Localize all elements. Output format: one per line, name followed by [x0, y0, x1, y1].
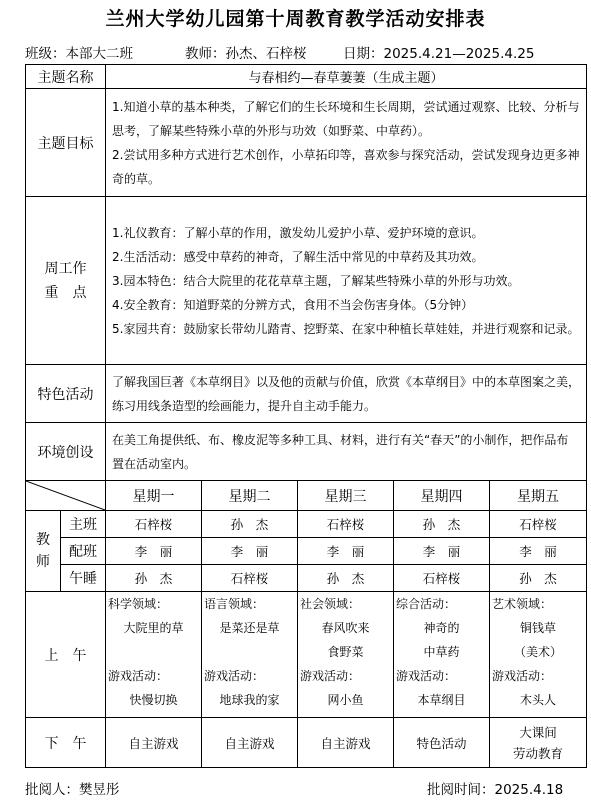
- special-label: 特色活动: [26, 365, 106, 423]
- teacher-name: 李 丽: [394, 538, 490, 565]
- teacher-name: 李 丽: [298, 538, 394, 565]
- teachers-label: [26, 511, 61, 592]
- day-header: 星期二: [202, 481, 298, 511]
- day-header: 星期五: [490, 481, 587, 511]
- teacher-name: 石梓桜: [490, 511, 587, 538]
- game-label: 游戏活动：: [204, 669, 265, 683]
- role-label: 配班: [61, 538, 106, 565]
- morning-cell: [106, 592, 202, 718]
- goal-item: 1.知道小草的基本种类，了解它们的生长环境和生长周期，尝试通过观察、比较、分析与思考，了解某些特殊小草的外形与功效（如野菜、中草药）。: [112, 99, 580, 138]
- afternoon-cell: 特色活动: [394, 718, 490, 768]
- teacher-name: 石梓桜: [106, 511, 202, 538]
- area-label: 科学领域：: [108, 597, 169, 611]
- teacher-name: 孙 杰: [202, 511, 298, 538]
- game-label: 游戏活动：: [396, 669, 457, 683]
- afternoon-activity: 劳动教育: [512, 745, 563, 761]
- weekly-item: 4.安全教育：知道野菜的分辨方式，食用不当会伤害身体。（5分钟）: [112, 297, 474, 312]
- goal-item: 2.尝试用多种方式进行艺术创作，小草拓印等，喜欢参与探究活动，尝试发现身边更多神奇的草。: [112, 147, 580, 186]
- teacher-name: 李 丽: [202, 538, 298, 565]
- role-label: 午睡: [61, 565, 106, 592]
- day-header: 星期三: [298, 481, 394, 511]
- weekly-item: 3.园本特色：结合大院里的花花草草主题，了解某些特殊小草的外形与功效。: [112, 273, 520, 288]
- activity-topic: [202, 640, 297, 664]
- class-info: 班级：本部大二班: [25, 46, 133, 62]
- theme-label: 主题名称: [26, 65, 106, 89]
- date-info: 日期：2025.4.21—2025.4.25: [343, 46, 535, 62]
- morning-label: 上 午: [26, 592, 106, 718]
- activity-topic: 神奇的: [423, 621, 460, 635]
- teacher-name: 孙 杰: [298, 565, 394, 592]
- area-label: 综合活动：: [396, 597, 457, 611]
- diagonal-header-cell: [26, 481, 106, 511]
- morning-cell: [202, 592, 298, 718]
- activity-topic: 食野菜: [327, 645, 364, 659]
- weekly-label-line1: 周工作: [44, 260, 87, 277]
- theme-value: 与春相约—春草萋萋（生成主题）: [106, 65, 587, 89]
- diagonal-line: [26, 481, 105, 510]
- game-name: 快慢切换: [129, 693, 178, 707]
- activity-topic: 大院里的草: [123, 621, 184, 635]
- morning-cell: [490, 592, 587, 718]
- info-row: [25, 42, 585, 60]
- role-label: 主班: [61, 511, 106, 538]
- game-name: 本草纲目: [417, 693, 466, 707]
- activity-topic: （美术）: [513, 645, 562, 659]
- teacher-info: 教师：孙杰、石梓桜: [185, 46, 307, 62]
- afternoon-cell: 自主游戏: [298, 718, 394, 768]
- game-name: 木头人: [519, 693, 556, 707]
- weekly-label: [26, 197, 106, 365]
- activity-topic: [106, 640, 201, 664]
- afternoon-cell: [490, 718, 587, 768]
- activity-topic: 铜钱草: [519, 621, 556, 635]
- schedule-table: [25, 64, 587, 768]
- reviewer: 批阅人：樊昱彤: [25, 782, 120, 798]
- goals-cell: [106, 89, 587, 197]
- afternoon-cell: 自主游戏: [202, 718, 298, 768]
- environment-label: 环境创设: [26, 423, 106, 481]
- afternoon-label: 下 午: [26, 718, 106, 768]
- environment-text: 在美工角提供纸、布、橡皮泥等多种工具、材料，进行有关“春天”的小制作，把作品布置在活动室内。: [106, 423, 587, 481]
- game-label: 游戏活动：: [492, 669, 553, 683]
- teacher-name: 石梓桜: [202, 565, 298, 592]
- teacher-name: 李 丽: [490, 538, 587, 565]
- morning-cell: [298, 592, 394, 718]
- page-title: 兰州大学幼儿园第十周教育教学活动安排表: [105, 8, 486, 30]
- day-header: 星期四: [394, 481, 490, 511]
- game-label: 游戏活动：: [108, 669, 169, 683]
- teachers-label-line2: 师: [36, 554, 50, 570]
- teacher-name: 李 丽: [106, 538, 202, 565]
- weekly-item: 5.家园共育：鼓励家长带幼儿踏青、挖野菜、在家中种植长草娃娃，并进行观察和记录。: [112, 321, 580, 336]
- area-label: 语言领域：: [204, 597, 265, 611]
- activity-topic: 是菜还是草: [219, 621, 280, 635]
- game-name: 地球我的家: [219, 693, 280, 707]
- afternoon-activity: 大课间: [519, 724, 557, 740]
- teacher-name: 孙 杰: [394, 511, 490, 538]
- teacher-name: 孙 杰: [490, 565, 587, 592]
- teacher-name: 石梓桜: [298, 511, 394, 538]
- weekly-cell: [106, 197, 587, 365]
- weekly-item: 1.礼仪教育：了解小草的作用，激发幼儿爱护小草、爱护环境的意识。: [112, 225, 484, 240]
- review-time: 批阅时间：2025.4.18: [427, 782, 564, 798]
- game-name: 网小鱼: [327, 693, 364, 707]
- activity-topic: 春风吹来: [321, 621, 370, 635]
- game-label: 游戏活动：: [300, 669, 361, 683]
- weekly-label-line2: 重 点: [44, 284, 87, 301]
- area-label: 艺术领域：: [492, 597, 553, 611]
- teacher-name: 孙 杰: [106, 565, 202, 592]
- area-label: 社会领域：: [300, 597, 361, 611]
- goals-label: 主题目标: [26, 89, 106, 197]
- activity-topic: 中草药: [423, 645, 460, 659]
- weekly-item: 2.生活活动：感受中草药的神奇，了解生活中常见的中草药及其功效。: [112, 249, 484, 264]
- day-header: 星期一: [106, 481, 202, 511]
- morning-cell: [394, 592, 490, 718]
- special-text: 了解我国巨著《本草纲目》以及他的贡献与价值，欣赏《本草纲目》中的本草图案之美，练习用线条造型的绘画能力，提升自主动手能力。: [106, 365, 587, 423]
- teacher-name: 石梓桜: [394, 565, 490, 592]
- afternoon-cell: 自主游戏: [106, 718, 202, 768]
- teachers-label-line1: 教: [36, 532, 50, 548]
